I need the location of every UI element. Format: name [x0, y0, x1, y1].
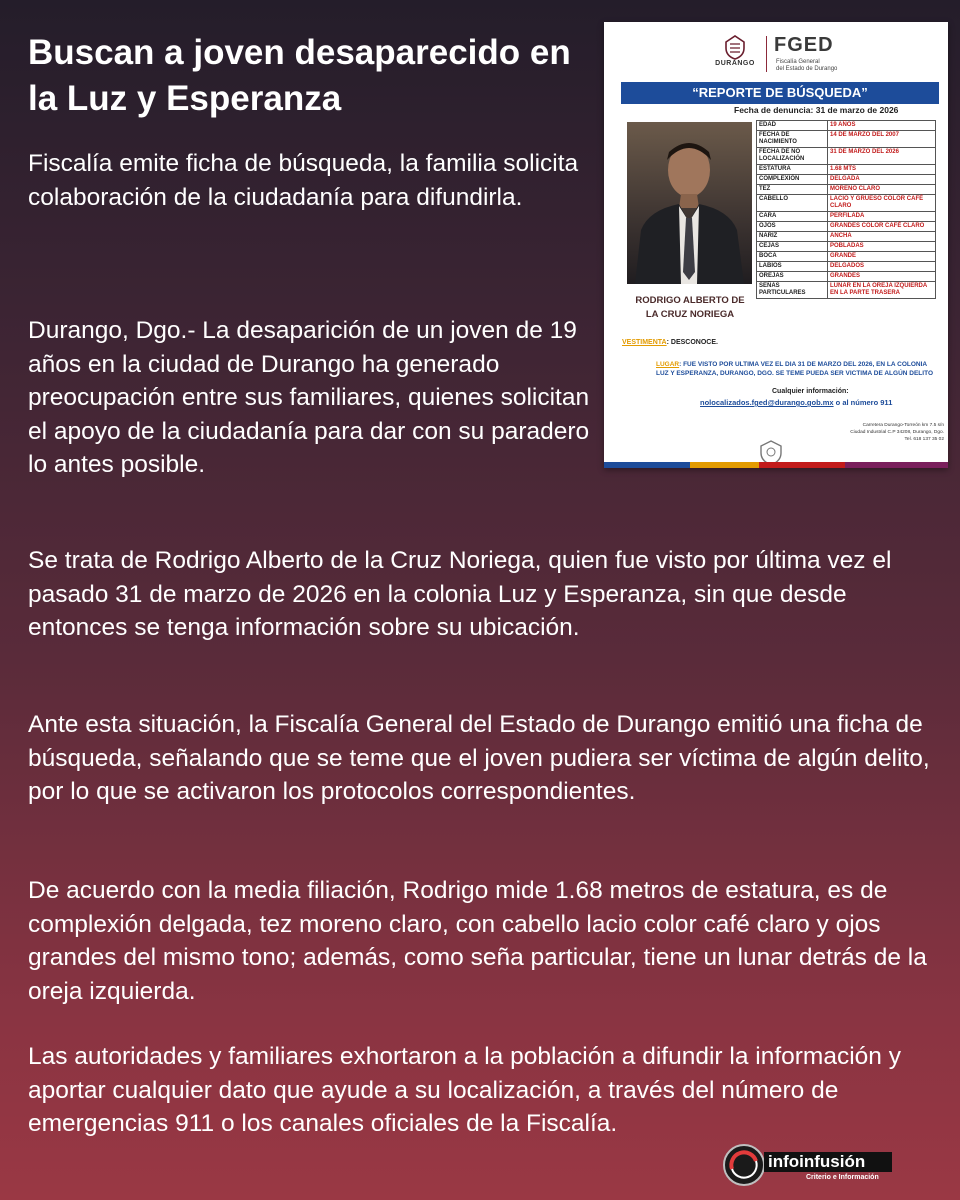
place-info [656, 360, 938, 378]
field-value: DELGADA [828, 175, 936, 185]
field-value: LACIO Y GRUESO COLOR CAFÉ CLARO [828, 195, 936, 212]
contact-or-text: o al número [833, 398, 881, 407]
field-label: TEZ [757, 185, 828, 195]
field-value: POBLADAS [828, 242, 936, 252]
field-value: 31 DE MARZO DEL 2026 [828, 148, 936, 165]
infoinfusion-logo-icon [722, 1143, 766, 1187]
field-value: 19 AÑOS [828, 121, 936, 131]
article-subtitle: Fiscalía emite ficha de búsqueda, la familia solicita colaboración de la ciudadanía para difundirla. [28, 150, 579, 211]
field-label: LABIOS [757, 262, 828, 272]
field-label: SEÑAS PARTICULARES [757, 282, 828, 299]
field-label: NARIZ [757, 232, 828, 242]
person-silhouette-icon [627, 122, 752, 284]
address-line3: Tel. 618 137 35 02 [904, 437, 944, 442]
missing-person-name [618, 294, 762, 322]
durango-logo-text: DURANGO [715, 60, 755, 67]
table-row [757, 121, 936, 131]
table-row [757, 222, 936, 232]
table-row [757, 165, 936, 175]
table-row [757, 262, 936, 272]
contact-label: Cualquier información: [772, 388, 849, 395]
durango-state-logo [710, 34, 760, 67]
fged-subtitle-line2: del Estado de Durango [776, 66, 838, 72]
report-date: Fecha de denuncia: 31 de marzo de 2026 [734, 105, 899, 115]
search-report-poster [604, 22, 948, 468]
article-paragraph-2: Se trata de Rodrigo Alberto de la Cruz Noriega, quien fue visto por última vez el pasado 31 de marzo de 2026 en la colonia Luz y Esperanza, sin que desde entonces se tenga información sobre su ubicación. [28, 547, 892, 641]
table-row [757, 232, 936, 242]
description-table [756, 120, 936, 299]
field-value: 14 DE MARZO DEL 2007 [828, 131, 936, 148]
field-label: OREJAS [757, 272, 828, 282]
fged-subtitle-line1: Fiscalía General [776, 59, 820, 65]
clothing-label: VESTIMENTA [622, 339, 667, 346]
table-row [757, 272, 936, 282]
logo-divider [766, 36, 767, 72]
field-value: PERFILADA [828, 212, 936, 222]
table-row [757, 185, 936, 195]
field-value: ANCHA [828, 232, 936, 242]
agency-address [848, 422, 944, 443]
poster-header-logos [604, 34, 948, 84]
missing-person-name-line2: LA CRUZ NORIEGA [645, 309, 735, 320]
report-banner: “REPORTE DE BÚSQUEDA” [621, 82, 939, 104]
field-value: GRANDES COLOR CAFÉ CLARO [828, 222, 936, 232]
clothing-value: : DESCONOCE. [666, 339, 718, 346]
brand-name: infoinfusión [768, 1152, 866, 1171]
table-row [757, 131, 936, 148]
field-label: COMPLEXIÓN [757, 175, 828, 185]
contact-phone: 911 [880, 398, 893, 407]
address-line1: Carretera Durango-Torreón km 7.5 s/n [862, 423, 944, 428]
brand-slogan: Criterio e Información [806, 1174, 879, 1181]
field-label: EDAD [757, 121, 828, 131]
table-row [757, 252, 936, 262]
fged-subtitle [776, 59, 896, 73]
clothing-info [622, 339, 718, 346]
table-row [757, 282, 936, 299]
field-label: BOCA [757, 252, 828, 262]
field-value: MORENO CLARO [828, 185, 936, 195]
field-label: CABELLO [757, 195, 828, 212]
contact-email-link[interactable]: nolocalizados.fged@durango.gob.mx [700, 398, 834, 407]
article-paragraph-5: Las autoridades y familiares exhortaron a la población a difundir la información y aportar cualquier dato que ayude a su localización, a través del número de emergencias 911 o los canales oficiales de la Fiscalía. [28, 1043, 901, 1137]
place-label: LUGAR [656, 361, 680, 368]
field-label: CARA [757, 212, 828, 222]
table-row [757, 175, 936, 185]
missing-person-photo [627, 122, 752, 284]
missing-person-name-line1: RODRIGO ALBERTO DE [635, 295, 745, 306]
field-label: FECHA DE NO LOCALIZACIÓN [757, 148, 828, 165]
field-value: GRANDE [828, 252, 936, 262]
field-value: DELGADOS [828, 262, 936, 272]
article-paragraph-1: Durango, Dgo.- La desaparición de un joven de 19 años en la ciudad de Durango ha generado preocupación entre sus familiares, quienes solicitan el apoyo de la ciudadanía para dar con su paradero lo antes posible. [28, 317, 590, 478]
contact-line [700, 398, 892, 407]
brand-watermark [722, 1143, 894, 1191]
field-label: FECHA DE NACIMIENTO [757, 131, 828, 148]
table-row [757, 212, 936, 222]
poster-color-stripe [604, 462, 948, 468]
field-value: GRANDES [828, 272, 936, 282]
place-value: : FUE VISTO POR ULTIMA VEZ EL DIA 31 DE MARZO DEL 2026, EN LA COLONIA LUZ Y ESPERANZA, DURANGO, DGO. SE TEME PUEDA SER VICTIMA DE ALGÚN DELITO [656, 361, 933, 377]
field-label: OJOS [757, 222, 828, 232]
article-paragraph-4: De acuerdo con la media filiación, Rodrigo mide 1.68 metros de estatura, es de complexión delgada, tez moreno claro, con cabello lacio color café claro y ojos grandes del mismo tono; además, como seña particular, tiene un lunar detrás de la oreja izquierda. [28, 877, 927, 1005]
crest-icon [724, 34, 746, 60]
table-row [757, 195, 936, 212]
field-value: LUNAR EN LA OREJA IZQUIERDA EN LA PARTE TRASERA [828, 282, 936, 299]
article-paragraph-3: Ante esta situación, la Fiscalía General del Estado de Durango emitió una ficha de búsqueda, señalando que se teme que el joven pudiera ser víctima de algún delito, por lo que se activaron los protocolos correspondientes. [28, 711, 930, 805]
article-title: Buscan a joven desaparecido en la Luz y Esperanza [28, 33, 571, 118]
table-row [757, 242, 936, 252]
fged-title: FGED [774, 34, 834, 56]
table-row [757, 148, 936, 165]
address-line2: Ciudad Industrial C.P 34208, Durango, Dgo. [850, 430, 944, 435]
field-value: 1.68 MTS [828, 165, 936, 175]
field-label: ESTATURA [757, 165, 828, 175]
field-label: CEJAS [757, 242, 828, 252]
